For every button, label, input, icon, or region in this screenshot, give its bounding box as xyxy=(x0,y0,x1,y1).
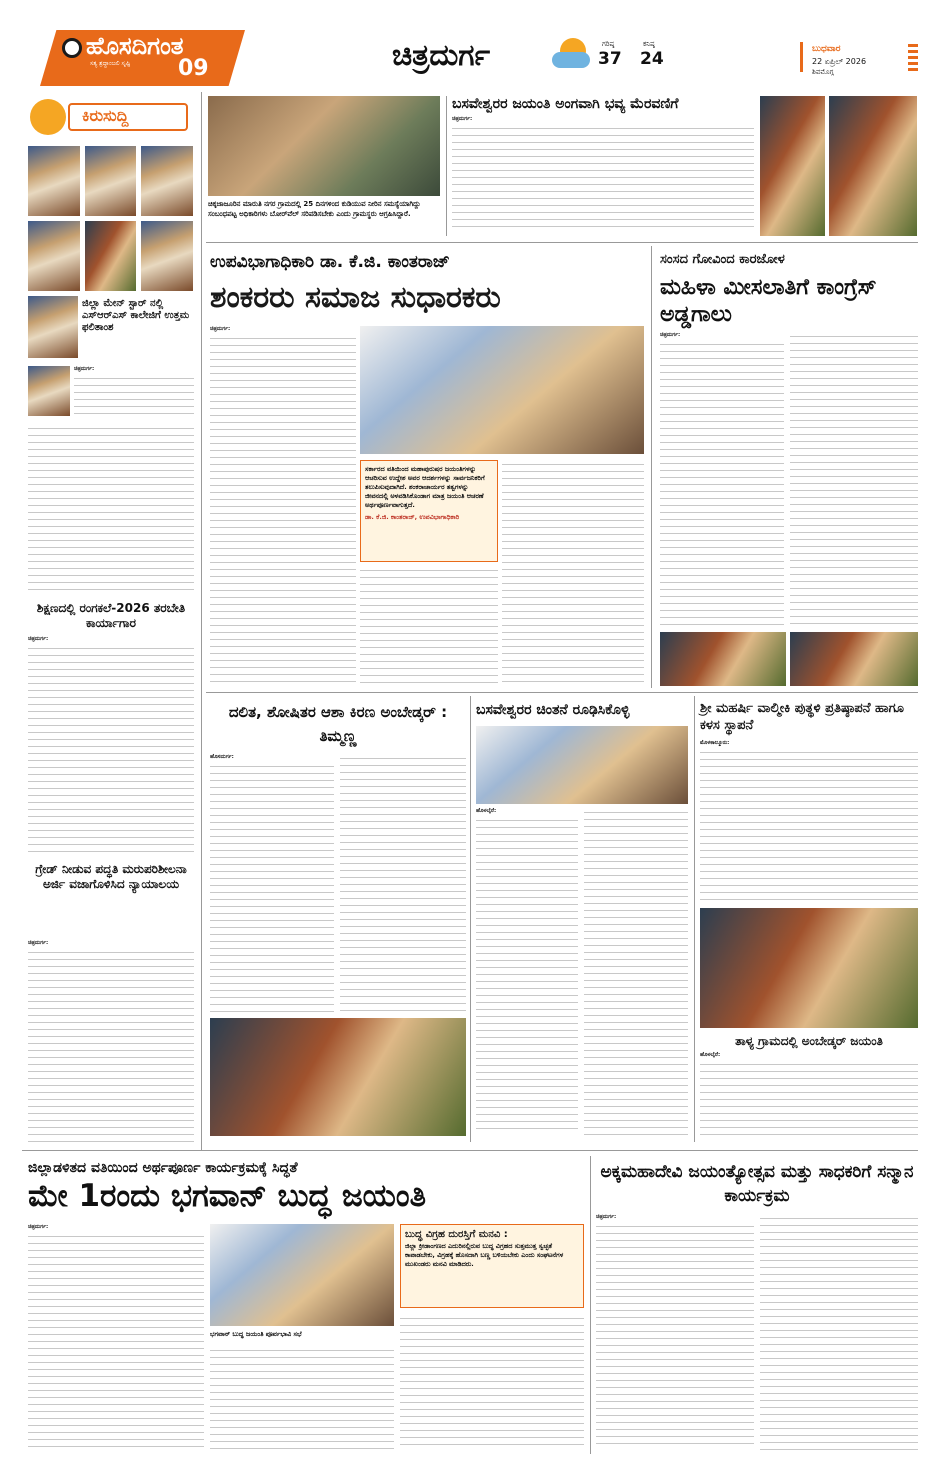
date-divider xyxy=(800,42,803,72)
col1-body1 xyxy=(74,366,194,422)
text-lines xyxy=(74,374,194,420)
text-lines xyxy=(28,424,194,596)
buddha-meeting-photo xyxy=(210,1224,394,1326)
col1-head1: ಜಿಲ್ಲಾ ಮೇನ್ ಸ್ಟಾರ್ ನಲ್ಲಿ ಎಸ್‌ಆರ್‌ಎಸ್ ಕಾಲೇಜಿಗೆ ಉತ್ತಮ ಫಲಿತಾಂಶ xyxy=(82,298,190,333)
col1-body3 xyxy=(28,940,194,1145)
student-photos xyxy=(28,146,193,291)
quote-byline: ಡಾ. ಕೆ.ಜಿ. ಕಾಂತರಾಜ್, ಉಪವಿಭಾಗಾಧಿಕಾರಿ xyxy=(365,513,460,521)
text-lines xyxy=(584,808,688,1136)
row-divider xyxy=(22,1150,918,1151)
text-lines xyxy=(400,1314,584,1450)
max-label: ಗರಿಷ್ಠ xyxy=(602,40,615,48)
bottom-head2: ಅಕ್ಕಮಹಾದೇವಿ ಜಯಂತ್ಯೋತ್ಸವ ಮತ್ತು ಸಾಧಕರಿಗೆ ಸನ್ಮಾನ ಕಾರ್ಯಕ್ರಮ xyxy=(600,1162,914,1206)
bottom-caption: ಭಗವಾನ್ ಬುದ್ಧ ಜಯಂತಿ ಪೂರ್ವಭಾವಿ ಸಭೆ xyxy=(210,1330,302,1338)
text-lines xyxy=(210,762,334,1012)
procession-photo-2 xyxy=(829,96,917,236)
cloud-icon xyxy=(552,52,590,68)
dateline: ಹೊಳಲ್ಕೆರೆ: xyxy=(700,1052,721,1058)
logo-icon xyxy=(62,38,82,58)
bottom-kicker: ಜಿಲ್ಲಾಡಳಿತದ ವತಿಯಿಂದ ಅರ್ಥಪೂರ್ಣ ಕಾರ್ಯಕ್ರಮಕ್ಕೆ ಸಿದ್ಧತೆ xyxy=(28,1160,298,1176)
quote-text: ಸರ್ಕಾರದ ವತಿಯಿಂದ ಮಹಾಪುರುಷರ ಜಯಂತಿಗಳನ್ನು ಆಚರಿಸುವ ಉದ್ದೇಶ ಅವರ ಆದರ್ಶಗಳನ್ನು ಸಾರ್ವಜನಿಕರಿಗೆ ತಲುಪಿಸುವುದಾಗಿದೆ. ಶಂಕರಾಚಾರ್ಯರ ತತ್ವಗಳನ್ನು ಜೀವನದಲ್ಲಿ ಅಳವಡಿಸಿಕೊಂಡಾಗ ಮಾತ್ರ ಜಯಂತಿ ಆಚರಣೆ ಅರ್ಥಪೂರ್ಣವಾಗುತ್ತದೆ. xyxy=(365,465,485,509)
mid-body-a1 xyxy=(210,754,334,1014)
row-divider xyxy=(206,242,918,243)
water-photo xyxy=(208,96,440,196)
main1-body-a xyxy=(210,326,356,686)
dateline: ಚಿತ್ರದುರ್ಗ: xyxy=(28,636,49,642)
min-temp: 24 xyxy=(640,49,664,69)
text-lines xyxy=(210,334,356,684)
bottom-head: ಮೇ 1ರಂದು ಭಗವಾನ್ ಬುದ್ಧ ಜಯಂತಿ xyxy=(28,1178,427,1214)
mid-head-c: ಶ್ರೀ ಮಹರ್ಷಿ ವಾಲ್ಮೀಕಿ ಪುತ್ಥಳಿ ಪ್ರತಿಷ್ಠಾಪನೆ ಹಾಗೂ ಕಳಸ ಸ್ಥಾಪನೆ xyxy=(700,701,904,733)
buddha-box xyxy=(400,1224,584,1308)
dateline: ಚಿತ್ರದುರ್ಗ: xyxy=(660,332,681,338)
text-lines xyxy=(790,332,918,628)
procession-photo-1 xyxy=(760,96,825,236)
water-caption: ಚಿಕ್ಕಜಾಜೂರಿನ ಮಾರುತಿ ನಗರ ಗ್ರಾಮದಲ್ಲಿ 25 ದಿನಗಳಿಂದ ಕುಡಿಯುವ ನೀರಿನ ಸಮಸ್ಯೆಯಾಗಿದ್ದು ಸಂಬಂಧಪಟ್ಟ ಅಧಿಕಾರಿಗಳು ಬೋರ್‌ವೆಲ್ ಸರಿಪಡಿಸಬೇಕು ಎಂದು ಗ್ರಾಮಸ್ಥರು ಆಗ್ರಹಿಸಿದ್ದಾರೆ. xyxy=(208,200,421,218)
masthead xyxy=(0,0,945,86)
text-lines xyxy=(596,1222,754,1448)
bottom-body-c xyxy=(400,1314,584,1450)
corner-stripe xyxy=(908,44,918,74)
right1-head: ಮಹಿಳಾ ಮೀಸಲಾತಿಗೆ ಕಾಂಗ್ರೆಸ್ ಅಡ್ಡಗಾಲು xyxy=(660,275,877,327)
text-lines xyxy=(700,748,918,902)
dateline: ಮೊಳಕಾಲ್ಮೂರು: xyxy=(700,740,730,746)
box-text: ಜಿಲ್ಲಾ ಕ್ರೀಡಾಂಗಣದ ಎದುರಿನಲ್ಲಿರುವ ಬುದ್ಧ ವಿಗ್ರಹದ ಸುತ್ತಮುತ್ತ ಸ್ವಚ್ಛತೆ ಕಾಪಾಡಬೇಕು, ವಿಗ್ರಹಕ್ಕೆ ಹೊಸದಾಗಿ ಬಣ್ಣ ಬಳಿಯಬೇಕು ಎಂದು ಸಂಘಟನೆಗಳ ಮುಖಂಡರು ಮನವಿ ಮಾಡಿದರು. xyxy=(405,1242,564,1268)
bottom-body-d xyxy=(596,1214,754,1450)
student-photo xyxy=(28,366,70,416)
right1-body-b xyxy=(790,332,918,628)
hand-icon xyxy=(30,99,66,135)
max-temp: 37 xyxy=(598,49,622,69)
main1-head: ಶಂಕರರು ಸಮಾಜ ಸುಧಾರಕರು xyxy=(210,280,501,315)
col-divider xyxy=(446,96,447,236)
mid-head-d: ತಾಳ್ಯ ಗ್ರಾಮದಲ್ಲಿ ಅಂಬೇಡ್ಕರ್ ಜಯಂತಿ xyxy=(735,1034,883,1048)
dateline: ಹೊಳಲ್ಕೆರೆ: xyxy=(476,808,497,814)
col-divider xyxy=(694,696,695,1142)
col-divider xyxy=(470,696,471,1142)
text-lines xyxy=(660,340,784,626)
right1-body-a xyxy=(660,332,784,628)
text-lines xyxy=(28,948,194,1143)
main1-body-c xyxy=(360,566,498,686)
text-lines xyxy=(760,1214,918,1450)
min-label: ಕನಿಷ್ಠ xyxy=(643,40,655,48)
text-lines xyxy=(476,816,578,1134)
col-divider xyxy=(590,1156,591,1454)
mid-body-a2 xyxy=(340,754,466,1014)
basava-photo xyxy=(476,726,688,804)
valmiki-photo xyxy=(700,908,918,1028)
box-head: ಬುದ್ಧ ವಿಗ್ರಹ ದುರಸ್ತಿಗೆ ಮನವಿ : xyxy=(405,1229,508,1240)
text-lines xyxy=(502,460,644,686)
text-lines xyxy=(360,566,498,686)
karajol-photo-2 xyxy=(790,632,918,686)
student-photo xyxy=(85,146,137,216)
logo-tagline: ಸತ್ಯ ಶ್ರದ್ಧಾಂಜಲಿ ಸೃಷ್ಟಿ xyxy=(90,60,131,67)
student-photo xyxy=(28,221,80,291)
col1-head2: ಶಿಕ್ಷಣದಲ್ಲಿ ರಂಗಕಲೆ-2026 ತರಬೇತಿ ಕಾರ್ಯಾಗಾರ xyxy=(36,601,186,630)
dateline: ಚಿತ್ರದುರ್ಗ: xyxy=(210,326,231,332)
dateline: ಚಿತ್ರದುರ್ಗ: xyxy=(28,1224,49,1230)
day: ಬುಧವಾರ xyxy=(812,44,841,54)
text-lines xyxy=(210,1346,394,1450)
text-lines xyxy=(340,754,466,1014)
top-body xyxy=(452,116,754,234)
col-divider xyxy=(651,246,652,688)
mid-body-d xyxy=(700,1052,918,1138)
row-divider xyxy=(206,692,918,693)
karajol-photo-1 xyxy=(660,632,786,686)
main1-kicker: ಉಪವಿಭಾಗಾಧಿಕಾರಿ ಡಾ. ಕೆ.ಜಿ. ಕಾಂತರಾಜ್ xyxy=(210,252,450,272)
bottom-body-e xyxy=(760,1214,918,1450)
kirusuddi-header xyxy=(28,97,196,137)
shankara-photo xyxy=(360,326,644,454)
edition: ಶಿವಮೊಗ್ಗ xyxy=(812,68,834,76)
mid-body-b1 xyxy=(476,808,578,1136)
dateline: ಚಿತ್ರದುರ್ಗ: xyxy=(28,940,49,946)
text-lines xyxy=(452,124,754,232)
col1-body1b xyxy=(28,424,194,596)
text-lines xyxy=(28,644,194,852)
student-photo xyxy=(28,296,78,358)
mid-head-a: ದಲಿತ, ಶೋಷಿತರ ಆಶಾ ಕಿರಣ ಅಂಬೇಡ್ಕರ್ : ತಿಮ್ಮಣ್ಣ xyxy=(228,703,448,745)
dateline: ಚಿತ್ರದುರ್ಗ: xyxy=(596,1214,617,1220)
page-number: 09 xyxy=(178,56,209,81)
student-photo xyxy=(141,221,193,291)
col1-body2 xyxy=(28,636,194,854)
mid-body-b2 xyxy=(584,808,688,1136)
ambedkar-photo xyxy=(210,1018,466,1136)
dateline: ಚಿತ್ರದುರ್ಗ: xyxy=(452,116,473,122)
student-photo xyxy=(28,146,80,216)
bottom-body-a xyxy=(28,1224,204,1450)
top-head: ಬಸವೇಶ್ವರರ ಜಯಂತಿ ಅಂಗವಾಗಿ ಭವ್ಯ ಮೆರವಣಿಗೆ xyxy=(452,96,679,112)
student-photo xyxy=(141,146,193,216)
dateline: ಚಿತ್ರದುರ್ಗ: xyxy=(74,366,95,372)
dateline: ಹೊಸದುರ್ಗ: xyxy=(210,754,234,760)
mid-body-c xyxy=(700,740,918,904)
city-title: ಚಿತ್ರದುರ್ಗ xyxy=(392,38,491,73)
main1-quote-box xyxy=(360,460,498,562)
bottom-body-b xyxy=(210,1346,394,1450)
student-photo xyxy=(85,221,137,291)
kiru-title: ಕಿರುಸುದ್ದಿ xyxy=(82,106,129,125)
text-lines xyxy=(28,1232,204,1448)
logo: ಹೊಸದಿಗಂತ xyxy=(86,32,184,60)
text-lines xyxy=(700,1060,918,1136)
col-divider xyxy=(201,92,202,1150)
right1-kicker: ಸಂಸದ ಗೋವಿಂದ ಕಾರಜೋಳ xyxy=(660,252,785,267)
date: 22 ಏಪ್ರಿಲ್ 2026 xyxy=(812,57,867,66)
main1-body-b xyxy=(502,460,644,686)
mid-head-b: ಬಸವೇಶ್ವರರ ಚಿಂತನೆ ರೂಢಿಸಿಕೊಳ್ಳಿ xyxy=(476,702,630,718)
col1-head3: ಗ್ರೇಡ್ ನೀಡುವ ಪದ್ಧತಿ ಮರುಪರಿಶೀಲನಾ ಅರ್ಜಿ ವಜಾಗೊಳಿಸಿದ ನ್ಯಾಯಾಲಯ xyxy=(35,862,187,891)
